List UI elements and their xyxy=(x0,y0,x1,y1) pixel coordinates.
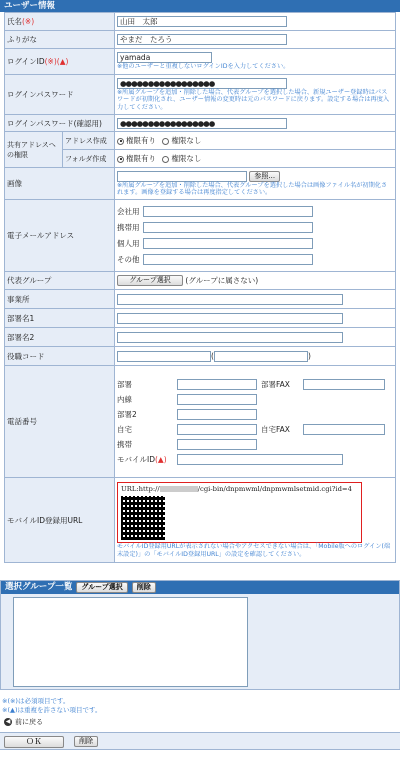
ok-button[interactable]: ＯＫ xyxy=(4,736,64,748)
row-mobile-url: モバイルID登録用URL URL:http:// /cgi-bin/dnpmwml/dnpmwmlsetmid.cgi?id=4 モバイルID登録用URLが表示されない場合やアクセスできない場合は、「Mobile版へのログイン(端末設定)」の「モバイルID登録用URL」の設定を確認してください。 xyxy=(5,478,396,563)
dept1-input[interactable] xyxy=(117,313,343,324)
rep-group-select-button[interactable]: グループ選択 xyxy=(117,275,183,286)
address-create-no-radio[interactable] xyxy=(162,138,169,145)
back-label: 前に戻る xyxy=(15,718,43,726)
dept2-input[interactable] xyxy=(117,332,343,343)
group-delete-button[interactable]: 削除 xyxy=(132,582,156,593)
phone-dept-fax-input[interactable] xyxy=(303,379,385,390)
browse-button[interactable]: 参照... xyxy=(249,171,280,182)
folder-create-yes-radio[interactable] xyxy=(117,156,124,163)
redacted-host xyxy=(160,486,198,492)
login-id-input[interactable]: yamada xyxy=(117,52,212,63)
password-input[interactable]: ●●●●●●●●●●●●●●●●● xyxy=(117,78,287,89)
row-office: 事業所 xyxy=(5,290,396,309)
row-dept2: 部署名2 xyxy=(5,328,396,347)
row-furigana: ふりがな やまだ たろう xyxy=(5,31,396,49)
row-image: 画像 参照... ※所属グループを追加・削除した場合、代表グループを選択した場合は画像ファイル名が初期化されます。画像を登録する場合は再度指定してください。 xyxy=(5,168,396,200)
delete-button[interactable]: 削除 xyxy=(74,736,98,747)
row-rep-group: 代表グループ グループ選択 (グループに属さない) xyxy=(5,272,396,290)
login-id-hint: ※他のユーザーと重複しないログインIDを入力してください。 xyxy=(117,63,290,71)
email-company-input[interactable] xyxy=(143,206,313,217)
group-select-button[interactable]: グループ選択 xyxy=(76,582,127,593)
required-note: ※(※)は必須項目です。 xyxy=(2,697,70,705)
phone-dept2-input[interactable] xyxy=(177,409,257,420)
password-hint: ※所属グループを追加・削除した場合、代表グループを選択した場合、新規ユーザー登録時はパスワードが初期化され、ユーザー情報の変更時は元のパスワードに戻ります。設定する場合は再度入力してください。 xyxy=(117,88,390,111)
image-hint: ※所属グループを追加・削除した場合、代表グループを選択した場合は画像ファイル名が初期化されます。画像を登録する場合は再度指定してください。 xyxy=(117,181,388,196)
user-form xyxy=(4,12,396,563)
phone-dept-input[interactable] xyxy=(177,379,257,390)
mobile-id-input[interactable] xyxy=(177,454,343,465)
email-personal-input[interactable] xyxy=(143,238,313,249)
row-phone: 電話番号 部署 部署FAX 内線 部署2 自宅 自宅FAX 携帯 モバイルID(▲) xyxy=(5,366,396,478)
password-confirm-input[interactable]: ●●●●●●●●●●●●●●●●● xyxy=(117,118,287,129)
selected-groups-panel xyxy=(0,580,400,690)
office-input[interactable] xyxy=(117,294,343,305)
email-mobile-input[interactable] xyxy=(143,222,313,233)
address-create-yes-radio[interactable] xyxy=(117,138,124,145)
mobile-url-hint: モバイルID登録用URLが表示されない場合やアクセスできない場合は、「Mobile版へのログイン(端末設定)」の「モバイルID登録用URL」の設定を確認してください。 xyxy=(117,543,391,558)
name-input[interactable]: 山田 太郎 xyxy=(117,16,287,27)
row-folder-create: フォルダ作成 権限有り 権限なし xyxy=(5,150,396,168)
phone-home-fax-input[interactable] xyxy=(303,424,385,435)
folder-create-no-radio[interactable] xyxy=(162,156,169,163)
section-title: ユーザー情報 xyxy=(4,1,56,11)
phone-mobile-input[interactable] xyxy=(177,439,257,450)
selected-groups-title: 選択グループ一覧 xyxy=(5,582,73,592)
mobile-url-box: URL:http:// /cgi-bin/dnpmwml/dnpmwmlsetmid.cgi?id=4 xyxy=(117,482,362,543)
unique-note: ※(▲)は重複を許さない項目です。 xyxy=(2,706,102,714)
selected-groups-listbox[interactable] xyxy=(13,597,248,687)
row-address-create: 共有アドレスへの権限 アドレス作成 権限有り 権限なし xyxy=(5,132,396,150)
row-email: 電子メールアドレス 会社用 携帯用 個人用 その他 xyxy=(5,200,396,272)
row-dept1: 部署名1 xyxy=(5,309,396,328)
row-login-id: ログインID(※)(▲) yamada ※他のユーザーと重複しないログインIDを入力してください。 xyxy=(5,49,396,75)
row-password: ログインパスワード ●●●●●●●●●●●●●●●●● ※所属グループを追加・削除した場合、代表グループを選択した場合、新規ユーザー登録時はパスワードが初期化され、ユーザー情報の変更時は元のパスワードに戻ります。設定する場合は再度入力してください。 xyxy=(5,75,396,115)
section-header-user-info xyxy=(0,0,400,12)
phone-home-input[interactable] xyxy=(177,424,257,435)
back-arrow-icon: ◀ xyxy=(5,718,11,725)
back-link[interactable] xyxy=(4,717,43,727)
furigana-input[interactable]: やまだ たろう xyxy=(117,34,287,45)
rep-group-value: (グループに属さない) xyxy=(185,275,259,285)
post-code-input[interactable] xyxy=(117,351,211,362)
footer-bar xyxy=(0,732,400,750)
post-name-input[interactable] xyxy=(214,351,308,362)
row-name: 氏名(※) 山田 太郎 xyxy=(5,13,396,31)
email-other-input[interactable] xyxy=(143,254,313,265)
qr-code-image xyxy=(121,496,165,540)
notes xyxy=(2,697,102,715)
row-post-code: 役職コード ( ) xyxy=(5,347,396,366)
row-password-confirm: ログインパスワード(確認用) ●●●●●●●●●●●●●●●●● xyxy=(5,115,396,132)
phone-extension-input[interactable] xyxy=(177,394,257,405)
image-file-input[interactable] xyxy=(117,171,247,182)
